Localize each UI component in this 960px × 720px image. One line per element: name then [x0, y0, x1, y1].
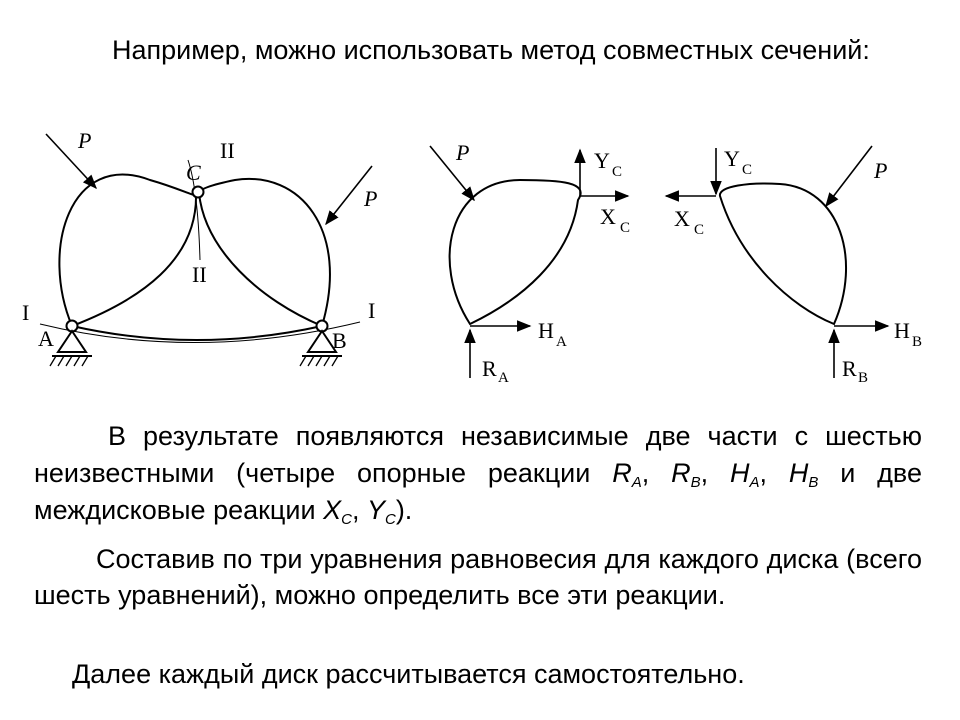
- label-xc-left: X: [600, 204, 616, 229]
- symbol-ha: $H_A$: [729, 458, 760, 491]
- label-p-left-disk: P: [456, 140, 470, 165]
- left-disk: [59, 175, 196, 326]
- load-arrow-right-disk: [826, 146, 872, 206]
- symbol-hb: $H_B$: [788, 458, 819, 491]
- label-i-left: I: [22, 300, 30, 325]
- hinge-c: [193, 187, 204, 198]
- support-a: [50, 331, 92, 366]
- label-yc-right: Y: [724, 146, 740, 171]
- svg-text:B: B: [912, 334, 923, 350]
- label-p-left: P: [78, 128, 92, 153]
- svg-text:A: A: [556, 334, 567, 350]
- svg-text:B: B: [858, 370, 869, 386]
- result-paragraph: В результате появляются независимые две части с шестью неизвестными (четыре опорные реакции $R_A$, $R_B$, $H_A$, $H_B$ и две междисковые реакции $X_C$, $Y_C$).: [34, 421, 922, 528]
- label-p-right-disk: P: [874, 158, 888, 183]
- label-xc-right: X: [674, 206, 690, 231]
- label-hb: H: [894, 318, 910, 343]
- label-ha: H: [538, 318, 554, 343]
- label-i-right: I: [368, 298, 376, 323]
- label-c: C: [186, 160, 201, 185]
- label-b: B: [332, 328, 347, 353]
- svg-text:C: C: [694, 222, 705, 238]
- symbol-xc: $X_C$: [323, 495, 352, 528]
- label-rb: R: [842, 356, 857, 381]
- label-yc-left: Y: [594, 148, 610, 173]
- label-p-right: P: [364, 186, 378, 211]
- tie-line: [72, 326, 322, 340]
- conclusion-paragraph: Далее каждый диск рассчитывается самостоятельно.: [72, 659, 745, 689]
- left-free-disk: [450, 180, 581, 324]
- label-ii-top: II: [220, 138, 235, 163]
- label-ii-bottom: II: [192, 262, 207, 287]
- intro-paragraph: Например, можно использовать метод совместных сечений:: [112, 35, 870, 65]
- svg-text:C: C: [612, 164, 623, 180]
- symbol-ra: $R_A$: [612, 458, 642, 491]
- svg-text:A: A: [498, 370, 509, 386]
- symbol-rb: $R_B$: [671, 458, 701, 491]
- svg-text:C: C: [742, 162, 753, 178]
- label-a: A: [38, 326, 54, 351]
- right-disk: [199, 179, 330, 326]
- equations-paragraph: Составив по три уравнения равновесия для каждого диска (всего шесть уравнений), можно определить все эти реакции.: [34, 544, 922, 610]
- label-ra: R: [482, 356, 497, 381]
- svg-text:C: C: [620, 220, 631, 236]
- symbol-yc: $Y_C$: [366, 495, 396, 528]
